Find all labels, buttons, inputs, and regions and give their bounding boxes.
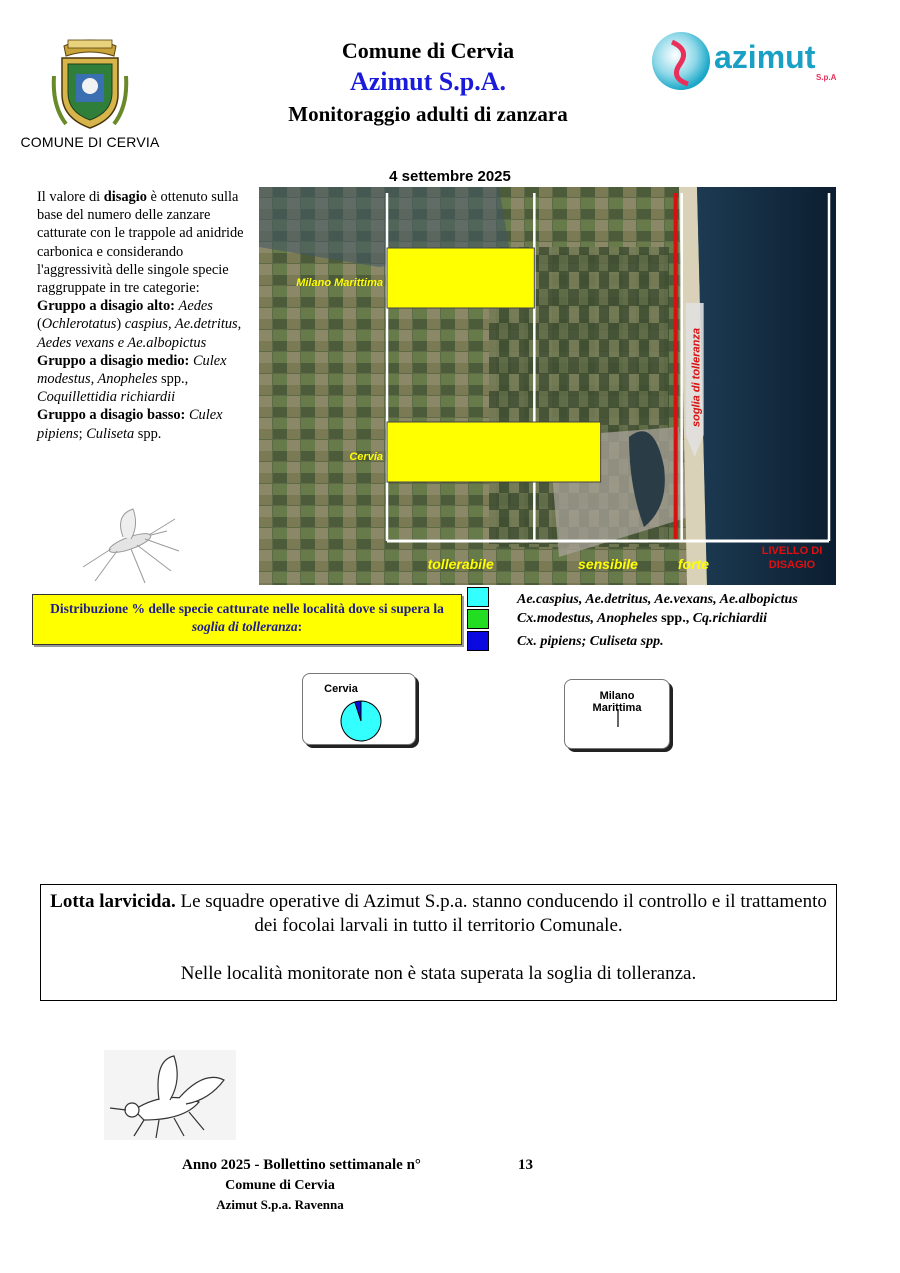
footer-bulletin-number: 13 bbox=[518, 1157, 533, 1173]
chart-bar bbox=[387, 422, 601, 482]
disagio-description bbox=[37, 188, 257, 443]
legend-label-low: Cx. pipiens; Culiseta spp. bbox=[517, 634, 664, 649]
desc-high-5: caspius, Ae.detritus, Aedes vexans e Ae.albopictus bbox=[37, 316, 242, 351]
map-sea bbox=[697, 187, 836, 585]
legend-medium-3: Cq.richiardii bbox=[692, 611, 767, 626]
desc-low-3: Culiseta bbox=[86, 425, 135, 442]
pie-chart-milano-marittima bbox=[612, 708, 624, 728]
header-company: Azimut S.p.A. bbox=[349, 67, 506, 96]
chart-category-label: Cervia bbox=[349, 451, 383, 463]
info-text-1: Le squadre operative di Azimut S.p.a. stanno conducendo il controllo e il trattamento dei focolai larvali in tutto il territorio Comunale. bbox=[175, 891, 827, 936]
desc-intro-bold: disagio bbox=[103, 189, 147, 205]
desc-medium-1: Culex modestus, Anopheles bbox=[37, 352, 227, 388]
desc-medium-3: Coquillettidia richiardii bbox=[37, 389, 176, 406]
desc-intro-1: Il valore di bbox=[37, 189, 104, 205]
mosquito-cartoon-icon bbox=[104, 1050, 236, 1140]
zone-label: tollerabile bbox=[427, 556, 494, 572]
chart-bar bbox=[387, 248, 534, 308]
legend-medium-1: Cx.modestus, Anopheles bbox=[517, 611, 658, 626]
desc-low-label: Gruppo a disagio basso: bbox=[37, 407, 189, 424]
footer-company: Azimut S.p.a. Ravenna bbox=[216, 1197, 344, 1212]
pie-card-cervia bbox=[302, 673, 416, 745]
axis-title-line-1: LIVELLO DI bbox=[761, 545, 823, 557]
legend-swatch-medium bbox=[467, 609, 489, 629]
pie-slices-cervia bbox=[341, 701, 381, 741]
larvicide-info-box bbox=[40, 884, 837, 1001]
legend-swatch-low bbox=[467, 631, 489, 651]
legend-label-high: Ae.caspius, Ae.detritus, Ae.vexans, Ae.albopictus bbox=[517, 592, 798, 607]
legend-swatch-high bbox=[467, 587, 489, 607]
dist-text-2: : bbox=[297, 619, 303, 634]
pie-title-milano-1: Milano bbox=[599, 690, 635, 702]
desc-high-3: Ochlerotatus bbox=[41, 316, 117, 333]
chart-category-label: Milano Marittima bbox=[296, 277, 383, 289]
disagio-map-chart bbox=[259, 187, 836, 585]
azimut-logo-subtext: S.p.A bbox=[816, 73, 837, 82]
desc-medium-label: Gruppo a disagio medio: bbox=[37, 352, 193, 369]
zone-label: sensibile bbox=[578, 556, 638, 572]
crest-caption: COMUNE DI CERVIA bbox=[20, 134, 160, 150]
info-title: Lotta larvicida. bbox=[50, 891, 176, 912]
info-paragraph-1 bbox=[41, 890, 836, 938]
dist-text-italic: soglia di tolleranza bbox=[191, 619, 298, 634]
legend-label-medium bbox=[517, 611, 767, 627]
zone-label: forte bbox=[677, 556, 710, 572]
pie-card-milano-marittima bbox=[564, 679, 670, 749]
header-subtitle: Monitoraggio adulti di zanzara bbox=[288, 102, 568, 126]
azimut-logo bbox=[650, 30, 845, 92]
axis-title-line-2: DISAGIO bbox=[768, 559, 816, 571]
comune-crest-logo bbox=[50, 36, 130, 134]
desc-medium-2: spp., bbox=[157, 371, 189, 388]
header-municipality: Comune di Cervia bbox=[341, 38, 515, 63]
pie-chart-cervia bbox=[338, 698, 384, 744]
desc-high-label: Gruppo a disagio alto: bbox=[37, 298, 179, 315]
footer-municipality: Comune di Cervia bbox=[225, 1178, 335, 1193]
pie-title-cervia: Cervia bbox=[324, 683, 358, 695]
desc-low-2: ; bbox=[78, 425, 87, 442]
pie-title-milano-2: Marittima bbox=[592, 702, 642, 714]
mosquito-sketch-icon bbox=[75, 505, 185, 585]
report-date: 4 settembre 2025 bbox=[389, 168, 511, 185]
legend-medium-2: spp., bbox=[657, 611, 693, 626]
threshold-label: soglia di tolleranza bbox=[690, 327, 703, 427]
desc-intro-2: è ottenuto sulla base del numero delle zanzare catturate con le trappole ad anidride carbonica e considerando l'aggressività delle singole specie raggruppate in tre categorie: bbox=[37, 189, 244, 297]
dist-text-1: Distribuzione % delle specie catturate nelle località dove si supera la bbox=[50, 601, 444, 616]
desc-high-2: ( bbox=[37, 316, 42, 333]
desc-low-4: spp. bbox=[134, 425, 162, 442]
info-text-2: Nelle località monitorate non è stata superata la soglia di tolleranza. bbox=[180, 963, 697, 984]
desc-high-4: ) bbox=[116, 316, 125, 333]
desc-high-1: Aedes bbox=[178, 298, 213, 315]
azimut-logo-text: azimut bbox=[714, 39, 816, 75]
distribution-note bbox=[32, 594, 462, 645]
desc-low-1: Culex pipiens bbox=[37, 407, 223, 442]
footer-bulletin: Anno 2025 - Bollettino settimanale n° bbox=[182, 1157, 421, 1173]
